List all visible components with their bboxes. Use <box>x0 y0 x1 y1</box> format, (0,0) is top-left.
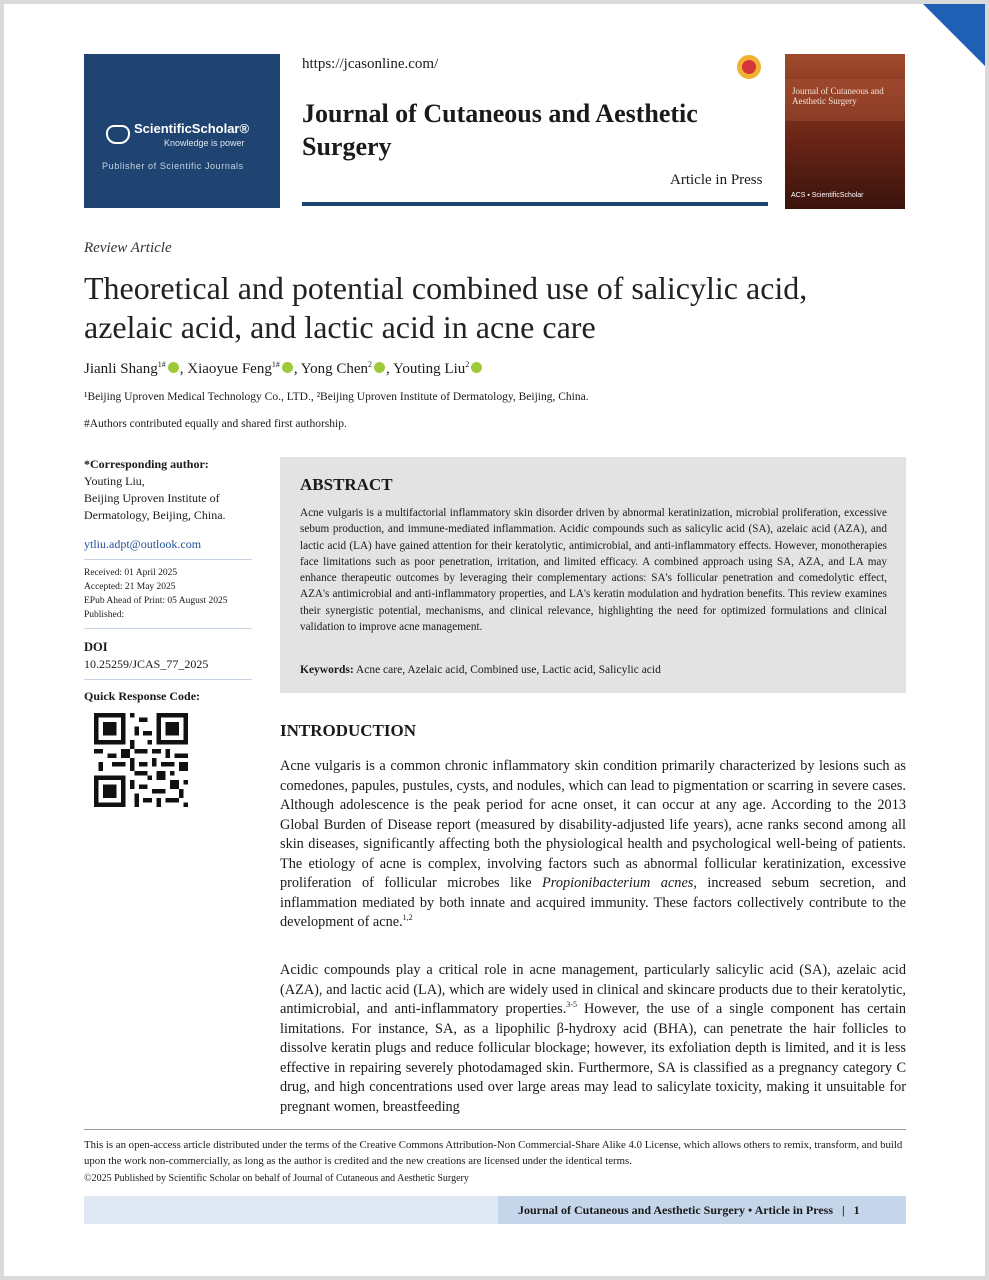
heart-logo-icon <box>106 125 130 144</box>
footer-rule <box>84 1129 906 1130</box>
author-name: Youting Liu <box>392 361 466 377</box>
author-list: Jianli Shang$^{1\#}$ , Xiaoyue Feng$^{1\#}$ , Yong Chen$^2$ , Youting Liu$^2$ <box>84 361 483 378</box>
orcid-icon[interactable] <box>282 362 293 373</box>
divider <box>84 628 252 629</box>
citation-link[interactable]: 1,2 <box>402 913 413 923</box>
corresponding-institute: Beijing Uproven Institute of Dermatology, Beijing, China. <box>84 491 226 522</box>
logo-publisher: Publisher of Scientific Journals <box>102 161 244 171</box>
running-journal: Journal of Cutaneous and Aesthetic Surgery <box>518 1203 746 1217</box>
license-text: This is an open-access article distributed under the terms of the Creative Commons Attribution-Non Commercial-Share Alike 4.0 License, which allows others to remix, transform, and build upon the work non-commercially, as long as the author is credited and the new creations are licensed under the identical terms. <box>84 1139 903 1167</box>
article-info-sidebar <box>84 456 252 812</box>
author-sup: 2 <box>368 360 373 369</box>
equal-contribution-note: #Authors contributed equally and shared first authorship. <box>84 418 347 430</box>
author-name: Xiaoyue Feng <box>187 361 272 377</box>
page <box>4 4 985 1276</box>
abstract-box <box>280 457 906 693</box>
journal-title: Journal of Cutaneous and Aesthetic Surgery <box>302 99 698 161</box>
divider <box>84 679 252 680</box>
copyright: ©2025 Published by Scientific Scholar on behalf of Journal of Cutaneous and Aesthetic Surgery <box>84 1173 469 1184</box>
author-sup: 2 <box>465 360 470 369</box>
running-separator: • <box>748 1203 753 1217</box>
orcid-icon[interactable] <box>471 362 482 373</box>
running-footer: Journal of Cutaneous and Aesthetic Surgery • Article in Press | 1 <box>518 1203 860 1217</box>
qr-code-icon[interactable] <box>94 713 188 807</box>
orcid-icon[interactable] <box>168 362 179 373</box>
text-run: Acne vulgaris is a common chronic inflammatory skin condition primarily characterized by lesions such as comedones, papules, pustules, cysts, and nodules, which can lead to pigmentation or scarring in severe cases. Although adolescence is the peak period for acne onset, it can occur at any age. According to the 2013 Global Burden of Disease report (measured by disability-adjusted life years), acne ranks second among all skin diseases, significantly affecting both the physiological health and psychological well-being of patients. The etiology of acne is complex, involving factors such as abnormal follicular keratinization, excessive proliferation of follicular microbes like <box>280 758 906 891</box>
text-run: , increased sebum secretion, and inflammation mediated by both innate and acquired immunity. These factors collectively contribute to the development of acne. <box>280 875 906 930</box>
author-name: Jianli Shang <box>84 361 158 377</box>
received-date: Received: 01 April 2025 <box>84 568 178 578</box>
page-corner-fold <box>923 4 985 66</box>
publisher-logo[interactable] <box>84 54 280 208</box>
corresponding-name: Youting Liu, <box>84 474 145 488</box>
text-run: Acidic compounds play a critical role in acne management, particularly salicylic acid (SA), azelaic acid (AZA), and lactic acid (LA), which are widely used in clinical and skincare products due to their keratolytic, antimicrobial, and anti-inflammatory properties. <box>280 962 906 1017</box>
email-link[interactable]: ytliu.adpt@outlook.com <box>84 537 202 551</box>
affiliations: ¹Beijing Uproven Medical Technology Co., LTD., ²Beijing Uproven Institute of Dermatology, Beijing, China. <box>84 391 589 403</box>
abstract-heading: ABSTRACT <box>300 475 393 494</box>
abstract-text: Acne vulgaris is a multifactorial inflammatory skin disorder driven by abnormal keratinization, microbial proliferation, excessive sebum production, and immune-mediated inflammation. Acidic compounds such as salicylic acid (SA), azelaic acid (AZA), and lactic acid (LA) have gained attention for their keratolytic, antimicrobial, and anti-inflammatory effects. However, monotherapies face limitations such as poor penetration, irritation, and limited efficacy. A combined approach using SA, AZA, and LA may enhance therapeutic outcomes by leveraging their complementary actions: SA's follicular penetration and comedolytic effect, AZA's antimicrobial and anti-inflammatory properties, and LA's keratin modulation and hydration benefits. This review examines their synergistic potential, mechanisms, and clinical relevance, highlighting the need for optimized formulations and clinical validation to improve acne management. <box>300 507 887 634</box>
article-status: Article in Press <box>670 172 763 188</box>
author-name: Yong Chen <box>300 361 369 377</box>
citation-link[interactable]: 3-5 <box>566 1000 577 1010</box>
doi-link[interactable]: 10.25259/JCAS_77_2025 <box>84 657 209 671</box>
keywords <box>300 664 887 676</box>
cover-logos: ACS ▪ ScientificScholar <box>791 192 864 199</box>
paragraph <box>280 961 906 1117</box>
journal-cover-image <box>785 54 905 209</box>
epub-date: EPub Ahead of Print: 05 August 2025 <box>84 596 228 606</box>
keywords-list: Acne care, Azelaic acid, Combined use, Lactic acid, Salicylic acid <box>355 664 661 676</box>
species-name: Propionibacterium acnes <box>542 875 694 891</box>
corresponding-label: *Corresponding author: <box>84 457 209 471</box>
divider <box>84 559 252 560</box>
running-status: Article in Press <box>754 1203 833 1217</box>
journal-badge-icon <box>737 55 761 79</box>
header-rule <box>302 202 768 206</box>
author-sup: 1# <box>157 360 166 369</box>
paragraph <box>280 757 906 933</box>
orcid-icon[interactable] <box>374 362 385 373</box>
keywords-label: Keywords: <box>300 664 354 676</box>
article-title: Theoretical and potential combined use of salicylic acid, azelaic acid, and lactic acid in acne care <box>84 270 808 345</box>
published-date: Published: <box>84 610 125 620</box>
accepted-date: Accepted: 21 May 2025 <box>84 582 176 592</box>
text-run: However, the use of a single component has certain limitations. For instance, SA, as a lipophilic β-hydroxy acid (BHA), can penetrate the hair follicles to dissolve keratin plugs and reduce follicular blockage; however, its exfoliation depth is limited, and it is less effective in repairing severely photodamaged skin. Furthermore, SA is classified as a pregnancy category C drug, and high concentrations used over large areas may lead to salicylate toxicity, making it unsuitable for pregnant women, breastfeeding <box>280 1001 906 1115</box>
logo-tagline: Knowledge is power <box>164 138 245 148</box>
cover-title: Journal of Cutaneous and Aesthetic Surgery <box>792 86 884 106</box>
section-heading: INTRODUCTION <box>280 721 417 740</box>
doi-label: DOI <box>84 640 108 654</box>
article-type: Review Article <box>84 240 172 256</box>
journal-url-link[interactable]: https://jcasonline.com/ <box>302 56 439 72</box>
logo-name: ScientificScholar® <box>134 121 250 136</box>
author-sup: 1# <box>271 360 280 369</box>
page-number: 1 <box>853 1203 860 1217</box>
qr-label: Quick Response Code: <box>84 689 201 703</box>
